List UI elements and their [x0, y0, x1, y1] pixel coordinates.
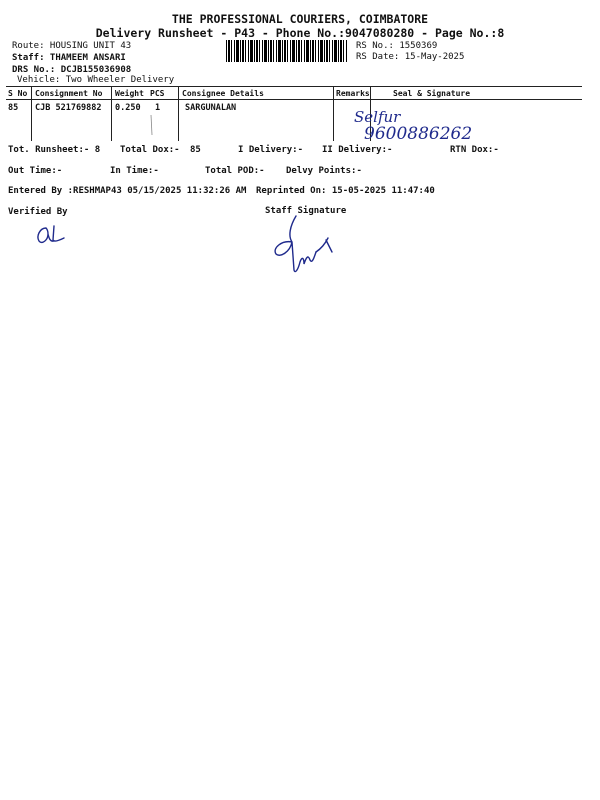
ii-delivery: II Delivery:-	[322, 145, 393, 155]
staff-signature-label: Staff Signature	[265, 206, 347, 216]
staff-signature	[268, 212, 343, 277]
header-remarks: Remarks	[336, 89, 370, 98]
table-header-border	[6, 99, 582, 100]
header-pcs: PCS	[150, 89, 165, 98]
pencil-mark	[148, 113, 158, 137]
header-consignee: Consignee Details	[182, 89, 264, 98]
header-seal-signature: Seal & Signature	[393, 89, 471, 98]
rs-date: RS Date: 15-May-2025	[356, 52, 465, 62]
drs-number: DRS No.: DCJB155036908	[12, 65, 132, 75]
delvy-points: Delvy Points:-	[286, 166, 362, 176]
total-dox-label: Total Dox:-	[120, 145, 180, 155]
cell-weight: 0.250	[115, 103, 141, 113]
cell-sno: 85	[8, 103, 19, 113]
cell-consignment: CJB 521769882	[35, 103, 102, 113]
barcode	[226, 40, 348, 62]
route-label: Route: HOUSING UNIT 43	[12, 41, 132, 51]
cell-consignee: SARGUNALAN	[185, 103, 237, 113]
out-time: Out Time:-	[8, 166, 63, 176]
reprinted-on: Reprinted On: 15-05-2025 11:47:40	[256, 186, 435, 196]
col-divider	[333, 86, 334, 141]
company-title: THE PROFESSIONAL COURIERS, COIMBATORE	[171, 12, 429, 26]
total-pod: Total POD:-	[205, 166, 265, 176]
cell-pcs: 1	[155, 103, 161, 113]
vehicle-label: Vehicle: Two Wheeler Delivery	[17, 75, 175, 85]
seal-handwritten-text: Selfur	[354, 108, 401, 126]
i-delivery: I Delivery:-	[238, 145, 304, 155]
col-divider	[31, 86, 32, 141]
verified-by-label: Verified By	[8, 207, 68, 217]
col-divider	[178, 86, 179, 141]
verifier-signature	[32, 220, 77, 250]
seal-handwritten-phone: 9600886262	[364, 124, 473, 144]
rtn-dox: RTN Dox:-	[450, 145, 499, 155]
staff-label: Staff: THAMEEM ANSARI	[12, 53, 126, 63]
total-dox-value: 85	[190, 145, 201, 155]
entered-by: Entered By :RESHMAP43 05/15/2025 11:32:26 AM	[8, 186, 247, 196]
table-top-border	[6, 86, 582, 87]
runsheet-subtitle: Delivery Runsheet - P43 - Phone No.:9047080280 - Page No.:8	[95, 26, 505, 40]
header-consignment: Consignment No	[35, 89, 103, 98]
rs-number: RS No.: 1550369	[356, 41, 438, 51]
col-divider	[111, 86, 112, 141]
handwritten-seal	[340, 104, 510, 144]
in-time: In Time:-	[110, 166, 159, 176]
tot-runsheet: Tot. Runsheet:- 8	[8, 145, 101, 155]
header-sno: S No	[8, 89, 28, 98]
header-weight: Weight	[115, 89, 144, 98]
